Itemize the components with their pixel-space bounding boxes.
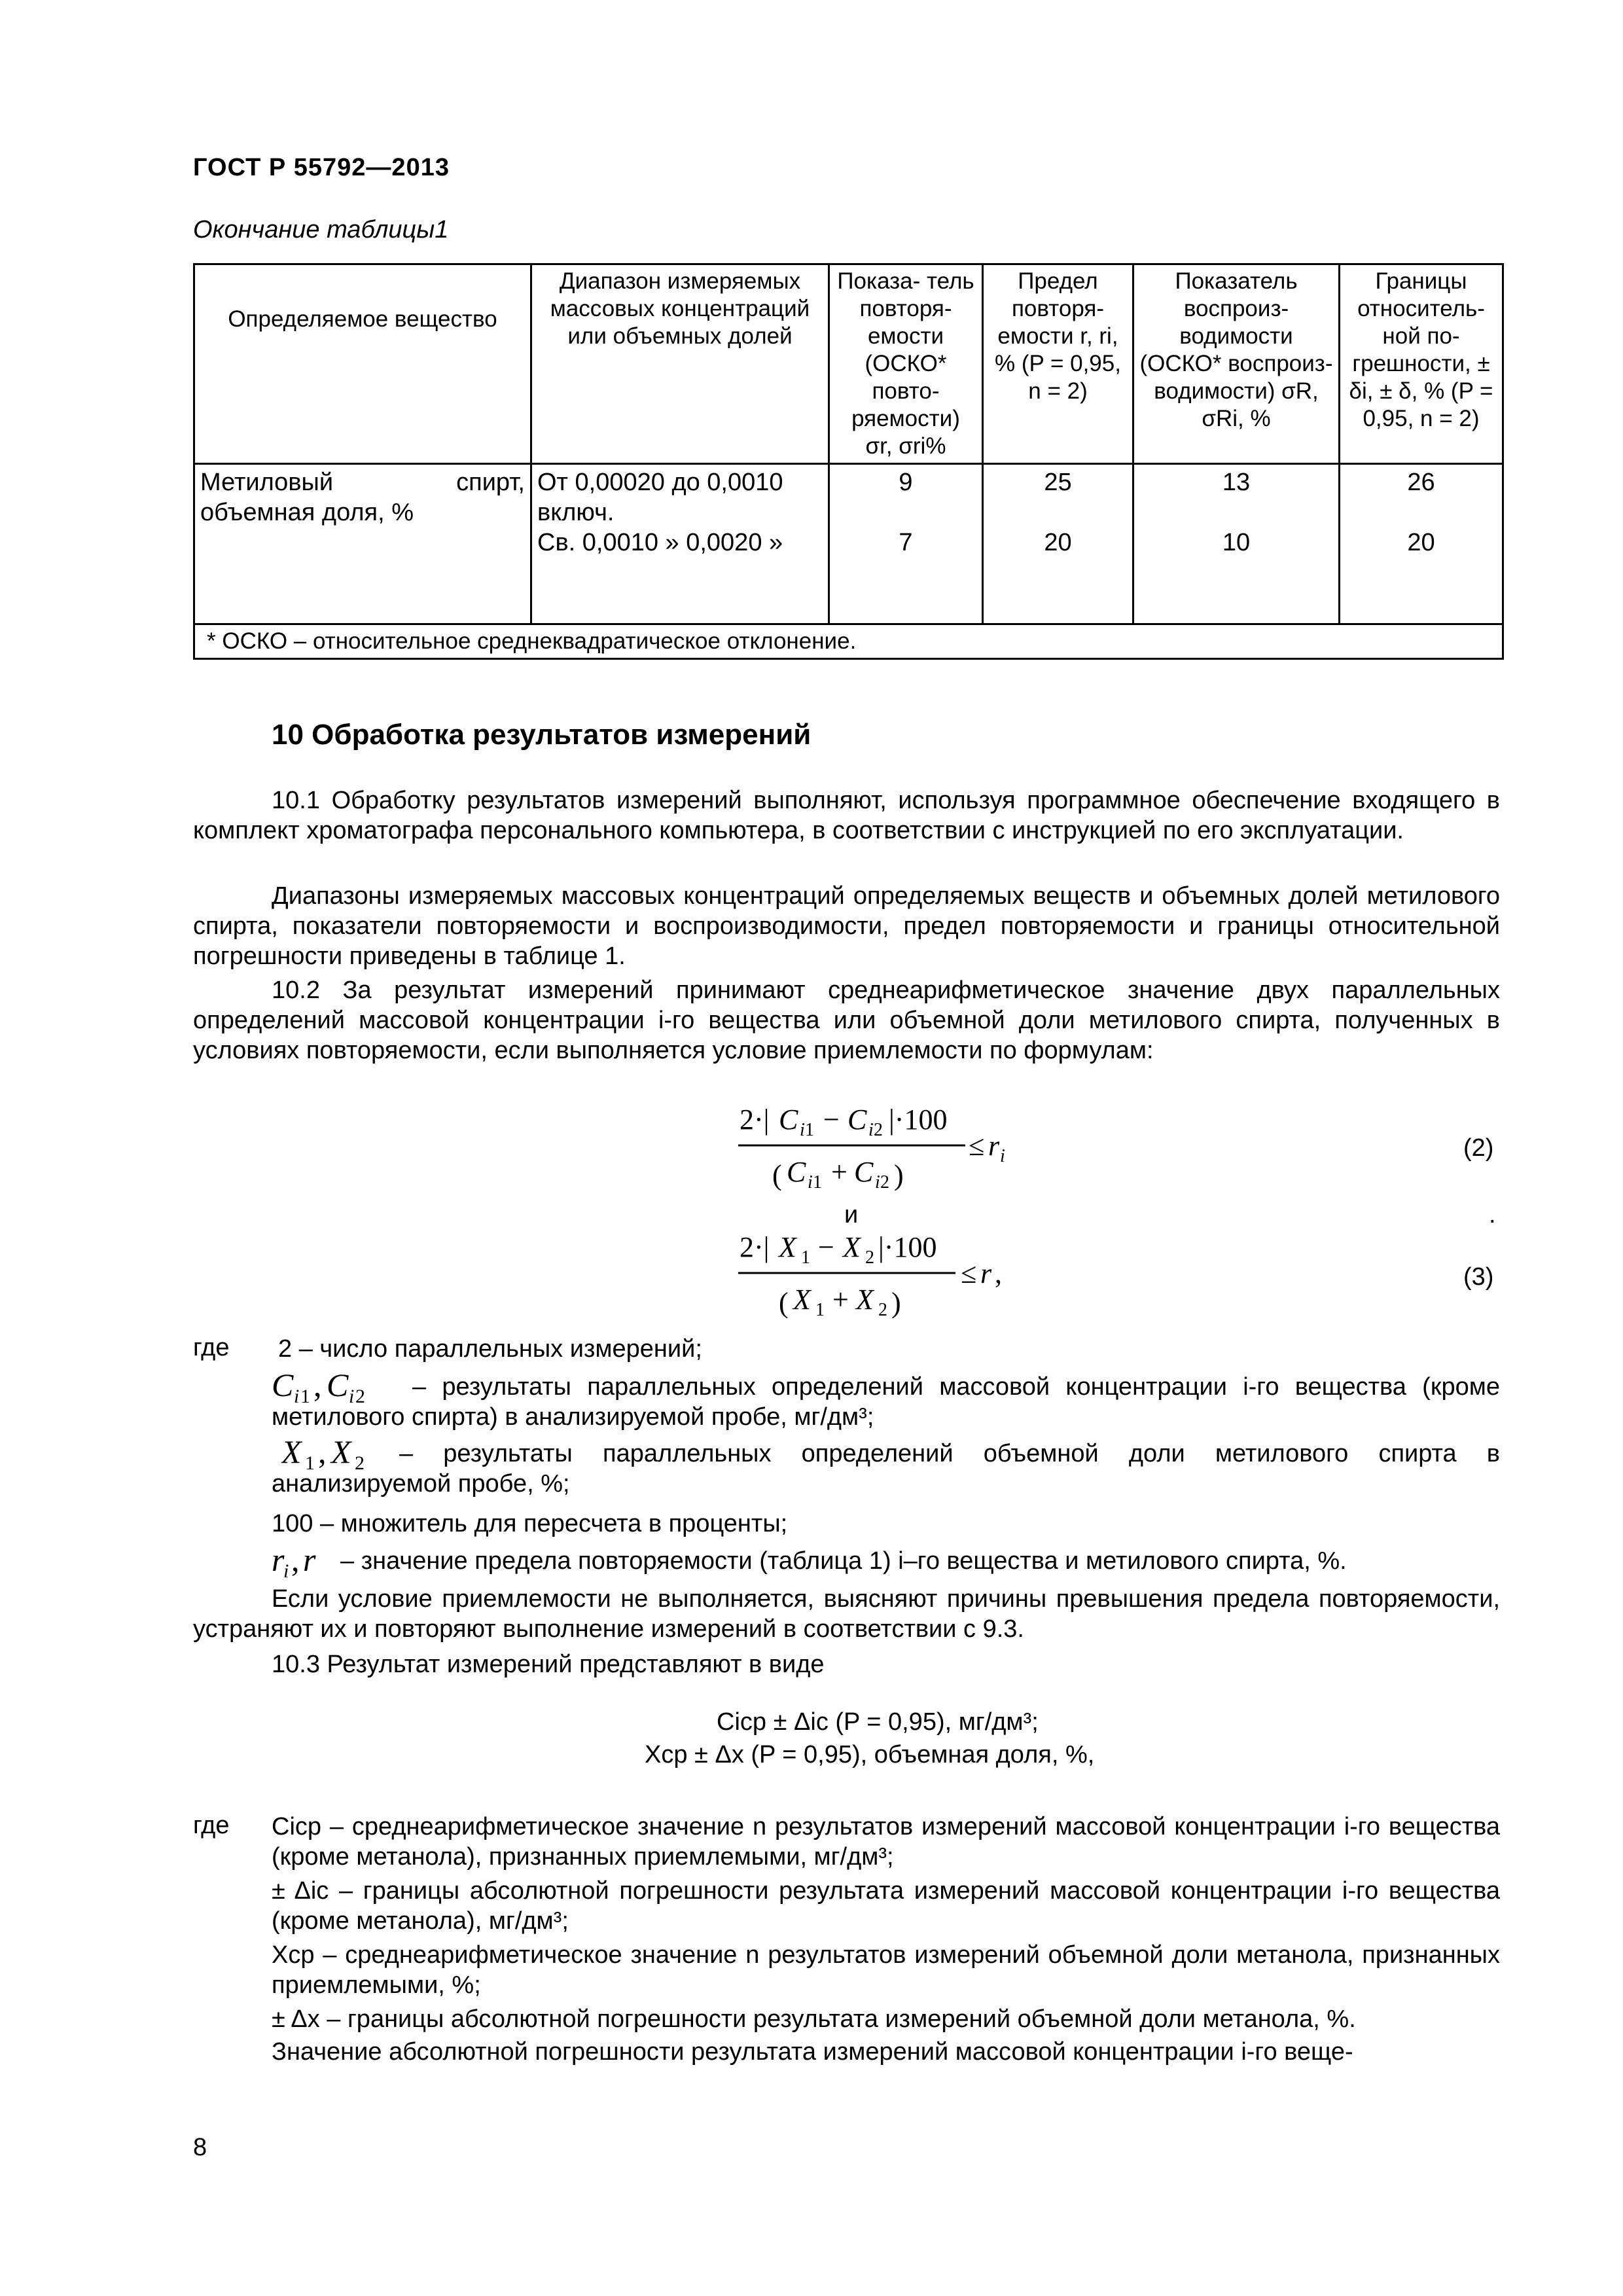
def-abs-error: Значение абсолютной погрешности результата измерений массовой концентрации i-го веще-: [272, 2038, 1353, 2066]
svg-text:X: X: [793, 1283, 811, 1316]
svg-text:≤: ≤: [969, 1130, 985, 1162]
header-range: Диапазон измеряемых массовых концентраций или объемных долей: [531, 264, 829, 464]
svg-text:2·|: 2·|: [740, 1231, 770, 1263]
svg-text:−: −: [823, 1103, 840, 1136]
svg-text:2: 2: [880, 1172, 889, 1193]
cell-sR: [1133, 464, 1340, 624]
svg-text:+: +: [831, 1156, 847, 1188]
svg-text:i: i: [283, 1560, 289, 1581]
def-cicp: Cicp – среднеарифметическое значение n результатов измерений массовой концентрации i-го вещества (кроме метанола), признанных приемлемыми, мг/дм³;: [272, 1813, 1500, 1871]
svg-text:i: i: [875, 1172, 880, 1193]
where-item-x: – результаты параллельных определений объемной доли метилового спирта в анализируемой пробе, %;: [272, 1440, 1500, 1498]
formula-2: [726, 1096, 1027, 1201]
where-item-count: 2 – число параллельных измерений;: [278, 1335, 702, 1363]
svg-text:(: (: [772, 1159, 782, 1191]
svg-text:i: i: [349, 1386, 355, 1406]
range-1: От 0,00020 до 0,0010 включ.: [537, 469, 783, 526]
svg-text:2: 2: [355, 1386, 365, 1406]
svg-text:1: 1: [305, 1452, 315, 1473]
r-1: 25: [1044, 469, 1072, 496]
svg-text:2: 2: [874, 1120, 883, 1140]
page-number: 8: [193, 2134, 207, 2161]
header-repeatability-index: Показа- тель повторя- емости (ОСКО* повто- ряемости) σr, σri%: [829, 264, 983, 464]
svg-text:2: 2: [355, 1452, 365, 1473]
svg-text:,: ,: [318, 1433, 327, 1470]
def-delta-x: ± Δx – границы абсолютной погрешности результата измерений объемной доли метанола, %.: [272, 2005, 1356, 2033]
svg-text:X: X: [779, 1231, 796, 1263]
sr-1: 9: [899, 469, 913, 496]
svg-text:(: (: [779, 1287, 789, 1319]
delta-2: 20: [1407, 529, 1435, 556]
table-footnote: * ОСКО – относительное среднеквадратическое отклонение.: [194, 624, 1503, 659]
delta-1: 26: [1407, 469, 1435, 496]
where-label: где: [193, 1334, 230, 1361]
svg-text:−: −: [818, 1231, 834, 1263]
cell-delta: [1340, 464, 1503, 624]
svg-text:i: i: [294, 1386, 300, 1406]
svg-text:i: i: [1000, 1146, 1005, 1166]
svg-text:1: 1: [805, 1120, 814, 1140]
svg-text:|·100: |·100: [878, 1231, 937, 1263]
sr-2: 7: [899, 529, 913, 556]
svg-text:≤: ≤: [961, 1257, 977, 1289]
section-title: 10 Обработка результатов измерений: [272, 719, 812, 751]
standard-number: ГОСТ Р 55792—2013: [193, 154, 450, 181]
formula-dot: .: [1489, 1201, 1496, 1229]
svg-text:X: X: [331, 1433, 351, 1470]
svg-text:i: i: [868, 1120, 874, 1140]
results-table: [193, 263, 1504, 660]
svg-text:C: C: [854, 1156, 874, 1188]
cell-sr: [829, 464, 983, 624]
where-item-100: 100 – множитель для пересчета в проценты;: [272, 1510, 788, 1537]
svg-text:r: r: [272, 1541, 285, 1578]
svg-text:C: C: [327, 1367, 349, 1403]
header-substance: Определяемое вещество: [194, 264, 531, 464]
formula-3-number: (3): [1463, 1263, 1494, 1291]
svg-text:,: ,: [313, 1367, 322, 1403]
table-header-row: [194, 264, 1503, 464]
svg-text:r: r: [988, 1130, 1000, 1162]
svg-text:r: r: [303, 1541, 316, 1578]
cell-r: [983, 464, 1133, 624]
svg-text:i: i: [808, 1172, 813, 1193]
svg-text:): ): [894, 1159, 904, 1191]
header-error-bounds: Границы относитель- ной по- грешности, ± δi, ± δ, % (P = 0,95, n = 2): [1340, 264, 1503, 464]
paragraph-10-1: 10.1 Обработку результатов измерений выполняют, используя программное обеспечение входящего в комплект хроматографа персонального компьютера, в соответствии с инструкцией по его эксплуатации.: [193, 787, 1500, 844]
svg-text:1: 1: [300, 1386, 310, 1406]
where-item-r: – значение предела повторяемости (таблица 1) i–го вещества и метилового спирта, %.: [340, 1547, 1347, 1575]
where2-label: где: [193, 1812, 230, 1839]
formula-2-number: (2): [1463, 1134, 1494, 1162]
paragraph-10-3: 10.3 Результат измерений представляют в виде: [272, 1651, 825, 1678]
where-item-c: – результаты параллельных определений массовой концентрации i-го вещества (кроме метилового спирта) в анализируемой пробе, мг/дм³;: [272, 1373, 1500, 1431]
cell-substance: Метиловый спирт, объемная доля, %: [194, 464, 531, 624]
svg-text:i: i: [800, 1120, 805, 1140]
cell-range: [531, 464, 829, 624]
paragraph-10-2: 10.2 За результат измерений принимают среднеарифметическое значение двух параллельных определений массовой концентрации i-го вещества или объемной доли метилового спирта, полученных в условиях повторяемости, если выполняется условие приемлемости по формулам:: [193, 977, 1500, 1064]
svg-text:+: +: [832, 1283, 849, 1316]
sR-1: 13: [1222, 469, 1251, 496]
svg-text:C: C: [779, 1103, 798, 1136]
svg-text:C: C: [272, 1367, 294, 1403]
formula-and: и: [844, 1201, 859, 1229]
result-c: Cicp ± Δic (P = 0,95), мг/дм³;: [717, 1708, 1039, 1736]
svg-text:): ): [891, 1287, 901, 1319]
svg-text:X: X: [856, 1283, 874, 1316]
result-x: Xcp ± Δx (P = 0,95), объемная доля, %,: [645, 1741, 1095, 1768]
svg-text:1: 1: [813, 1172, 822, 1193]
svg-text:r: r: [980, 1257, 992, 1289]
svg-text:,: ,: [995, 1257, 1002, 1289]
header-repeatability-limit: Предел повторя- емости r, ri, % (P = 0,95, n = 2): [983, 264, 1133, 464]
def-xcp: Xcp – среднеарифметическое значение n результатов измерений объемной доли метанола, признанных приемлемыми, %;: [272, 1941, 1500, 1999]
svg-text:,: ,: [291, 1541, 300, 1578]
svg-text:C: C: [847, 1103, 867, 1136]
r-2: 20: [1044, 529, 1072, 556]
table-row: [194, 464, 1503, 624]
range-2: Св. 0,0010 » 0,0020 »: [537, 529, 783, 556]
svg-text:2: 2: [865, 1247, 874, 1268]
svg-text:|·100: |·100: [889, 1103, 948, 1136]
svg-text:X: X: [281, 1433, 302, 1470]
paragraph-ranges: Диапазоны измеряемых массовых концентраций определяемых веществ и объемных долей метилового спирта, показатели повторяемости и воспроизводимости, предел повторяемости и границы относительной погрешности приведены в таблице 1.: [193, 882, 1500, 970]
paragraph-acceptance: Если условие приемлемости не выполняется, выясняют причины превышения предела повторяемости, устраняют их и повторяют выполнение измерений в соответствии с 9.3.: [193, 1585, 1500, 1643]
table-footnote-row: [194, 624, 1503, 659]
def-delta-ic: ± Δic – границы абсолютной погрешности результата измерений массовой концентрации i-го вещества (кроме метанола), мг/дм³;: [272, 1877, 1500, 1935]
svg-text:1: 1: [801, 1247, 810, 1268]
sR-2: 10: [1222, 529, 1251, 556]
table-continuation-caption: Окончание таблицы1: [193, 216, 449, 243]
svg-text:C: C: [787, 1156, 806, 1188]
svg-text:X: X: [843, 1231, 861, 1263]
svg-text:2·|: 2·|: [740, 1103, 770, 1136]
header-reproducibility-index: Показатель воспроиз- водимости (ОСКО* воспроиз- водимости) σR, σRi, %: [1133, 264, 1340, 464]
svg-text:2: 2: [878, 1300, 887, 1320]
formula-3: [726, 1224, 1027, 1329]
svg-text:1: 1: [815, 1300, 825, 1320]
